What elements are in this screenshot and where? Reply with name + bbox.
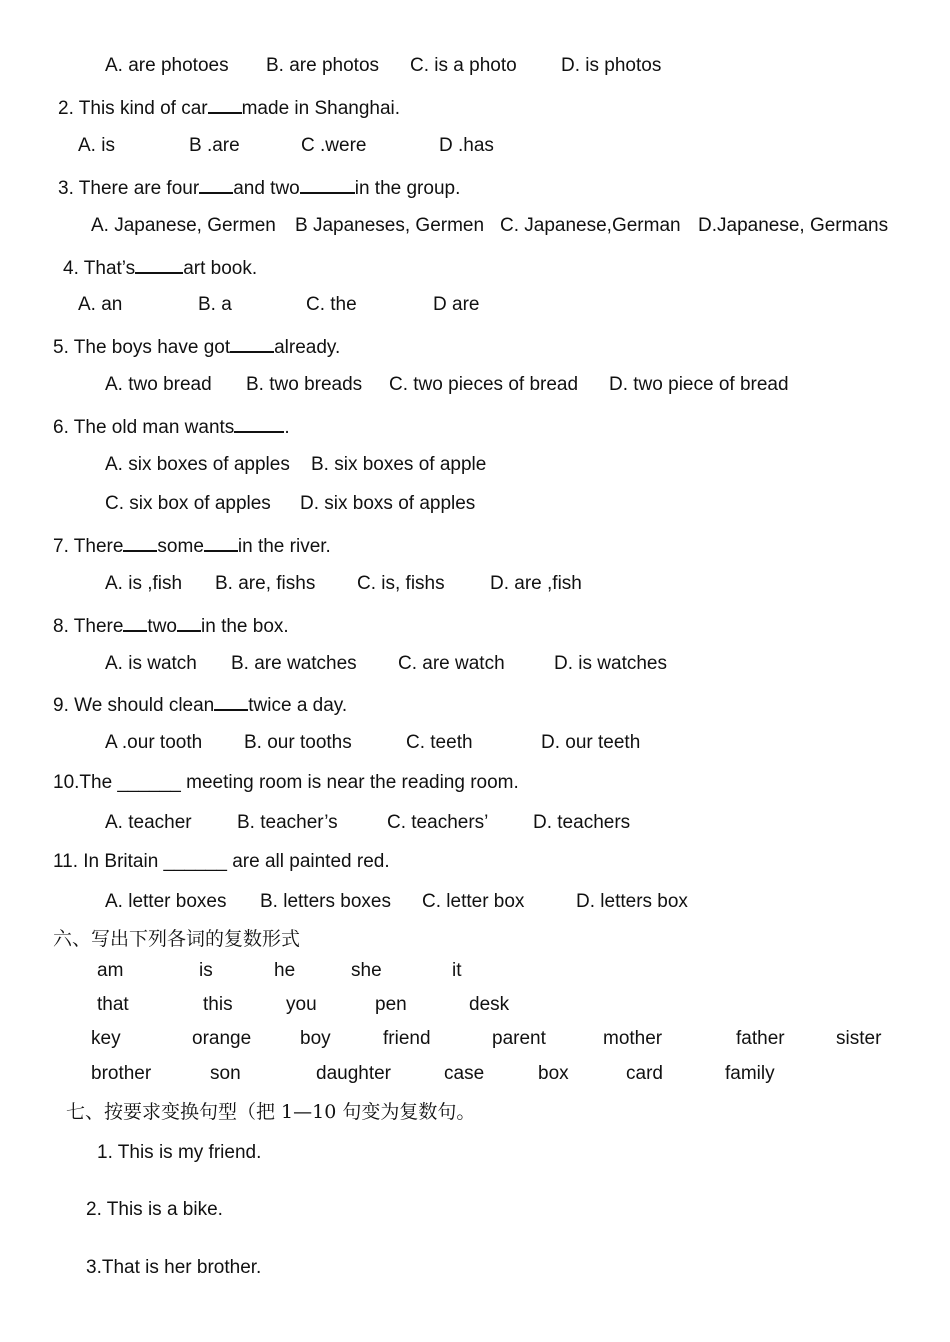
question-9-text-start: 9. We should clean (53, 695, 215, 716)
question-6-text-end: . (284, 417, 290, 438)
q3-option-d: D.Japanese, Germans (698, 215, 889, 236)
word-item: that (97, 994, 129, 1015)
question-6-text-start: 6. The old man wants (53, 417, 235, 438)
answer-blank (234, 413, 284, 433)
question-2-text-start: 2. This kind of car (58, 98, 208, 119)
q7-option-d: D. are ,fish (490, 573, 582, 594)
word-item: am (97, 960, 124, 981)
q3-option-b: B Japaneses, Germen (295, 215, 485, 236)
word-item: desk (469, 994, 510, 1015)
q9-option-c: C. teeth (406, 732, 473, 753)
question-9-text-end: twice a day. (248, 695, 348, 716)
word-item: is (199, 960, 213, 981)
q10-option-a: A. teacher (105, 812, 192, 833)
q6-option-a: A. six boxes of apples (105, 454, 290, 475)
q6-option-d: D. six boxs of apples (300, 493, 476, 514)
q9-option-a: A .our tooth (105, 732, 203, 753)
q4-option-a: A. an (78, 294, 123, 315)
q5-option-a: A. two bread (105, 374, 212, 395)
sentence-2: 2. This is a bike. (86, 1199, 223, 1220)
word-item: parent (492, 1028, 546, 1049)
answer-blank (199, 174, 233, 194)
sentence-3: 3.That is her brother. (86, 1257, 262, 1278)
answer-blank (123, 612, 147, 632)
word-item: box (538, 1063, 569, 1084)
word-item: father (736, 1028, 785, 1049)
word-item: case (444, 1063, 485, 1084)
q1-option-d: D. is photos (561, 55, 662, 76)
word-item: pen (375, 994, 407, 1015)
question-7-text-mid: some (157, 536, 204, 557)
answer-blank (214, 691, 248, 711)
q4-option-b: B. a (198, 294, 232, 315)
q10-option-c: C. teachers’ (387, 812, 489, 833)
q4-option-d: D are (433, 294, 480, 315)
q1-option-b: B. are photos (266, 55, 380, 76)
word-item: this (203, 994, 233, 1015)
q5-option-b: B. two breads (246, 374, 363, 395)
q8-option-a: A. is watch (105, 653, 197, 674)
question-5 (53, 333, 340, 360)
sentence-1: 1. This is my friend. (97, 1142, 262, 1163)
question-10: 10.The ______ meeting room is near the reading room. (53, 772, 519, 793)
q2-option-d: D .has (439, 135, 494, 156)
q2-option-b: B .are (189, 135, 240, 156)
q3-option-a: A. Japanese, Germen (91, 215, 276, 236)
question-4 (63, 254, 257, 281)
question-2 (58, 94, 400, 121)
q7-option-c: C. is, fishs (357, 573, 445, 594)
q5-option-d: D. two piece of bread (609, 374, 789, 395)
q1-option-a: A. are photoes (105, 55, 229, 76)
word-item: mother (603, 1028, 663, 1049)
answer-blank (135, 254, 183, 274)
q11-option-c: C. letter box (422, 891, 525, 912)
question-3 (58, 174, 460, 201)
word-item: brother (91, 1063, 152, 1084)
question-5-text-start: 5. The boys have got (53, 337, 231, 358)
word-item: card (626, 1063, 663, 1084)
question-9 (53, 691, 347, 718)
question-8-text-start: 8. There (53, 616, 124, 637)
q7-option-b: B. are, fishs (215, 573, 316, 594)
question-8-text-end: in the box. (201, 616, 289, 637)
answer-blank (230, 333, 274, 353)
q8-option-c: C. are watch (398, 653, 505, 674)
q7-option-a: A. is ,fish (105, 573, 183, 594)
q6-option-c: C. six box of apples (105, 493, 271, 514)
word-item: son (210, 1063, 241, 1084)
word-item: sister (836, 1028, 882, 1049)
q6-option-b: B. six boxes of apple (311, 454, 487, 475)
section-6-heading: 六、写出下列各词的复数形式 (53, 928, 301, 950)
word-item: orange (192, 1028, 252, 1049)
question-8-text-mid: two (147, 616, 177, 637)
word-item: key (91, 1028, 121, 1049)
answer-blank (177, 612, 201, 632)
word-item: daughter (316, 1063, 392, 1084)
question-6 (53, 413, 290, 440)
q8-option-d: D. is watches (554, 653, 667, 674)
word-item: friend (383, 1028, 431, 1049)
answer-blank (123, 532, 157, 552)
q11-option-b: B. letters boxes (260, 891, 391, 912)
q9-option-d: D. our teeth (541, 732, 641, 753)
question-4-text-start: 4. That’s (63, 258, 136, 279)
question-3-text-mid: and two (233, 178, 300, 199)
question-3-text-end: in the group. (354, 178, 461, 199)
word-item: she (351, 960, 382, 981)
question-11: 11. In Britain ______ are all painted red. (53, 851, 390, 872)
question-7-text-end: in the river. (237, 536, 331, 557)
q10-option-d: D. teachers (533, 812, 631, 833)
question-4-text-end: art book. (183, 258, 258, 279)
word-item: it (452, 960, 462, 981)
q10-option-b: B. teacher’s (237, 812, 338, 833)
word-item: family (725, 1063, 775, 1084)
question-2-text-end: made in Shanghai. (241, 98, 401, 119)
answer-blank (208, 94, 242, 114)
q1-option-c: C. is a photo (410, 55, 517, 76)
question-7 (53, 532, 331, 559)
q11-option-a: A. letter boxes (105, 891, 227, 912)
question-5-text-end: already. (274, 337, 341, 358)
q9-option-b: B. our tooths (244, 732, 352, 753)
q3-option-c: C. Japanese,German (500, 215, 681, 236)
word-item: boy (300, 1028, 331, 1049)
word-item: he (274, 960, 296, 981)
section-7-heading: 七、按要求变换句型（把 1—10 句变为复数句。 (66, 1101, 476, 1123)
q8-option-b: B. are watches (231, 653, 357, 674)
q2-option-a: A. is (78, 135, 115, 156)
q5-option-c: C. two pieces of bread (389, 374, 579, 395)
q2-option-c: C .were (301, 135, 367, 156)
question-8 (53, 612, 289, 639)
answer-blank (204, 532, 238, 552)
question-7-text-start: 7. There (53, 536, 124, 557)
word-item: you (286, 994, 317, 1015)
answer-blank (300, 174, 355, 194)
q11-option-d: D. letters box (576, 891, 688, 912)
q4-option-c: C. the (306, 294, 357, 315)
question-3-text-start: 3. There are four (58, 178, 200, 199)
